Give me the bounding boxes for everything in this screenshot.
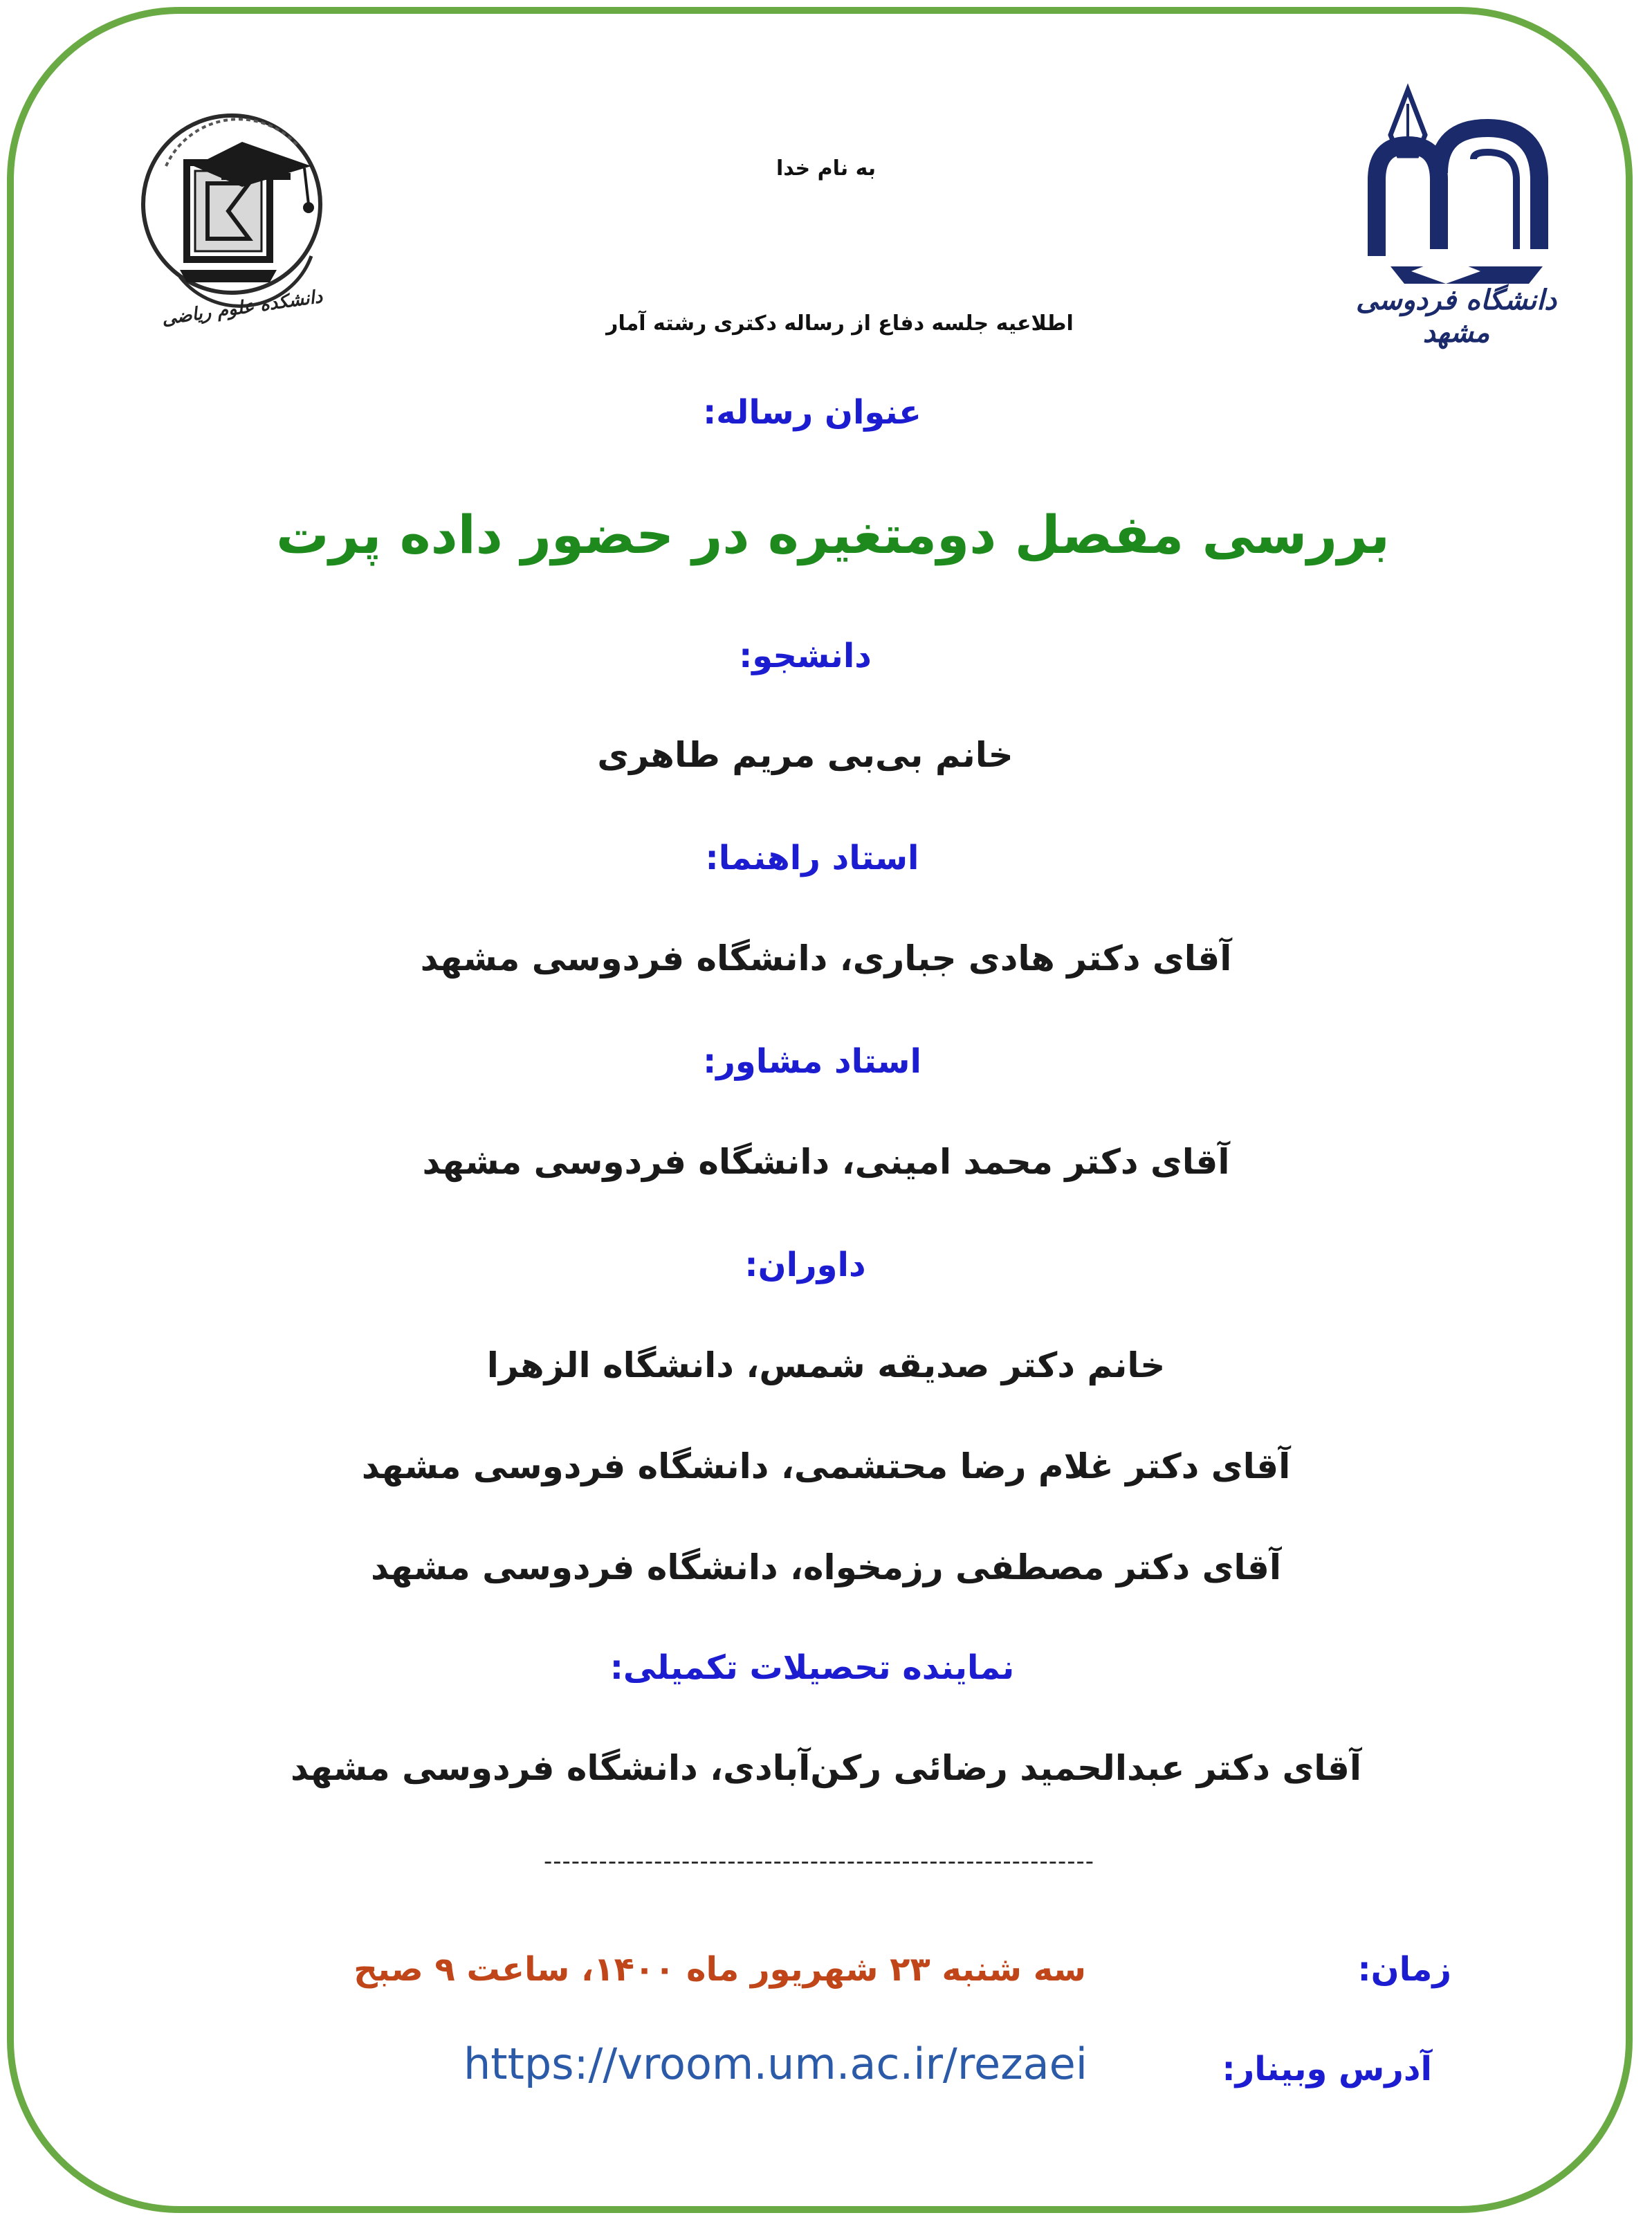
thesis-title: بررسی مفصل دومتغیره در حضور داده پرت bbox=[276, 504, 1390, 565]
referees-label: داوران: bbox=[744, 1246, 866, 1284]
graduate-rep-label: نماینده تحصیلات تکمیلی: bbox=[609, 1648, 1015, 1687]
webinar-label: آدرس وبینار: bbox=[1222, 2050, 1432, 2088]
webinar-link[interactable]: https://vroom.um.ac.ir/rezaei bbox=[464, 2039, 1087, 2089]
time-value: سه شنبه ۲۳ شهریور ماه ۱۴۰۰، ساعت ۹ صبح bbox=[354, 1950, 1086, 1989]
thesis-label: عنوان رساله: bbox=[703, 393, 921, 432]
ferdowsi-university-logo-icon bbox=[1335, 76, 1563, 298]
supervisor-label: استاد راهنما: bbox=[705, 839, 919, 877]
graduate-rep-name: آقای دکتر عبدالحمید رضائی رکن‌آبادی، دانشگاه فردوسی مشهد bbox=[291, 1748, 1361, 1788]
faculty-of-mathematics-seal-icon bbox=[138, 90, 339, 318]
supervisor-name: آقای دکتر هادی جباری، دانشگاه فردوسی مشهد bbox=[420, 938, 1232, 978]
bismillah-text: به نام خدا bbox=[775, 156, 877, 181]
time-label: زمان: bbox=[1357, 1950, 1451, 1989]
advisor-name: آقای دکتر محمد امینی، دانشگاه فردوسی مشهد bbox=[422, 1142, 1230, 1182]
advisor-label: استاد مشاور: bbox=[703, 1042, 921, 1081]
referee-name-3: آقای دکتر مصطفی رزمخواه، دانشگاه فردوسی مشهد bbox=[370, 1547, 1282, 1587]
announcement-text: اطلاعیه جلسه دفاع از رساله دکتری رشته آمار bbox=[606, 311, 1074, 336]
ferdowsi-university-logo bbox=[1335, 76, 1563, 349]
divider: ------------------------------------------------------------ bbox=[543, 1848, 1095, 1875]
referee-name-2: آقای دکتر غلام رضا محتشمی، دانشگاه فردوسی مشهد bbox=[361, 1446, 1291, 1486]
referee-name-1: خانم دکتر صدیقه شمس، دانشگاه الزهرا bbox=[486, 1345, 1166, 1385]
student-label: دانشجو: bbox=[739, 637, 872, 675]
ferdowsi-logo-caption: دانشگاه فردوسی مشهد bbox=[1355, 284, 1557, 349]
student-name: خانم بی‌بی مریم طاهری bbox=[597, 735, 1013, 775]
faculty-seal-caption: دانشکده علوم ریاضی bbox=[160, 286, 324, 330]
